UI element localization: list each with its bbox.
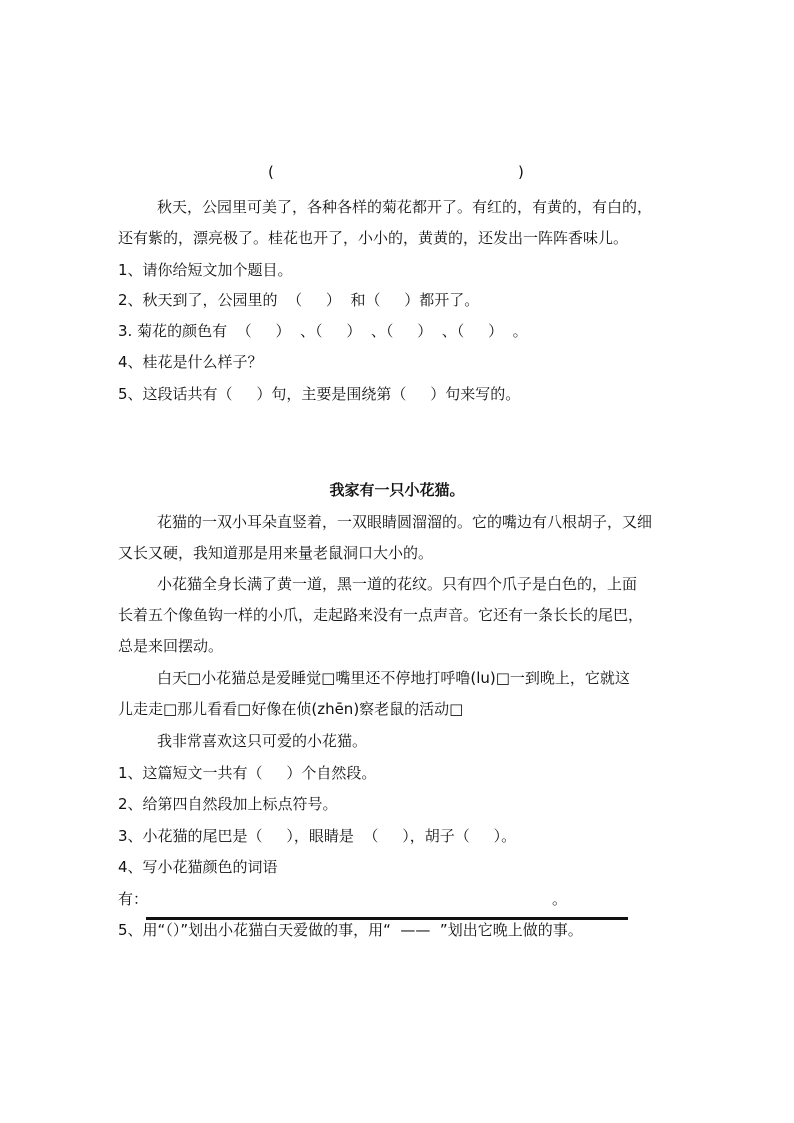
passage1-question-5: 5、这段话共有（ ）句，主要是围绕第（ ）句来写的。 (118, 385, 521, 403)
passage2-line-2: 又长又硬，我知道那是用来量老鼠洞口大小的。 (118, 544, 434, 562)
passage1-question-3: 3. 菊花的颜色有 （ ） 、（ ） 、（ ） 、（ ） 。 (118, 322, 528, 340)
passage2-line-6: 白天□小花猫总是爱睡觉□嘴里还不停地打呼噜(lu)□一到晚上，它就这 (157, 669, 630, 687)
passage2-line-5: 总是来回摆动。 (118, 637, 224, 655)
passage2-question-5: 5、用“（）”划出小花猫白天爱做的事，用“ —— ”划出它晚上做的事。 (118, 921, 583, 939)
passage2-question-1: 1、这篇短文一共有（ ）个自然段。 (118, 764, 377, 782)
passage1-line-1: 秋天，公园里可美了，各种各样的菊花都开了。有红的，有黄的，有白的， (157, 198, 653, 216)
passage1-line-2: 还有紫的，漂亮极了。桂花也开了，小小的，黄黄的，还发出一阵阵香味儿。 (118, 229, 629, 247)
answer-end-period: 。 (552, 890, 568, 908)
passage2-question-4: 4、写小花猫颜色的词语 (118, 858, 278, 876)
passage2-line-4: 长着五个像鱼钩一样的小爪，走起路来没有一点声音。它还有一条长长的尾巴， (118, 606, 644, 624)
answer-prefix: 有： (118, 890, 149, 908)
passage1-question-4: 4、桂花是什么样子？ (118, 353, 263, 371)
passage2-question-3: 3、小花猫的尾巴是（ ），眼睛是 （ ），胡子（ ）。 (118, 827, 517, 845)
passage1-question-2: 2、秋天到了，公园里的 （ ） 和（ ）都开了。 (118, 291, 480, 309)
passage2-line-8: 我非常喜欢这只可爱的小花猫。 (157, 732, 368, 750)
passage2-line-7: 儿走走□那儿看看□好像在侦(zhēn)察老鼠的活动□ (118, 700, 464, 718)
title-blank-close-paren: ) (518, 163, 524, 181)
passage2-title: 我家有一只小花猫。 (329, 481, 465, 499)
passage1-question-1: 1、请你给短文加个题目。 (118, 261, 293, 279)
passage2-line-1: 花猫的一双小耳朵直竖着，一双眼睛圆溜溜的。它的嘴边有八根胡子，又细 (157, 513, 653, 531)
passage2-question-2: 2、给第四自然段加上标点符号。 (118, 795, 338, 813)
passage2-line-3: 小花猫全身长满了黄一道，黑一道的花纹。只有四个爪子是白色的，上面 (157, 575, 638, 593)
title-blank-open-paren: ( (268, 163, 274, 181)
